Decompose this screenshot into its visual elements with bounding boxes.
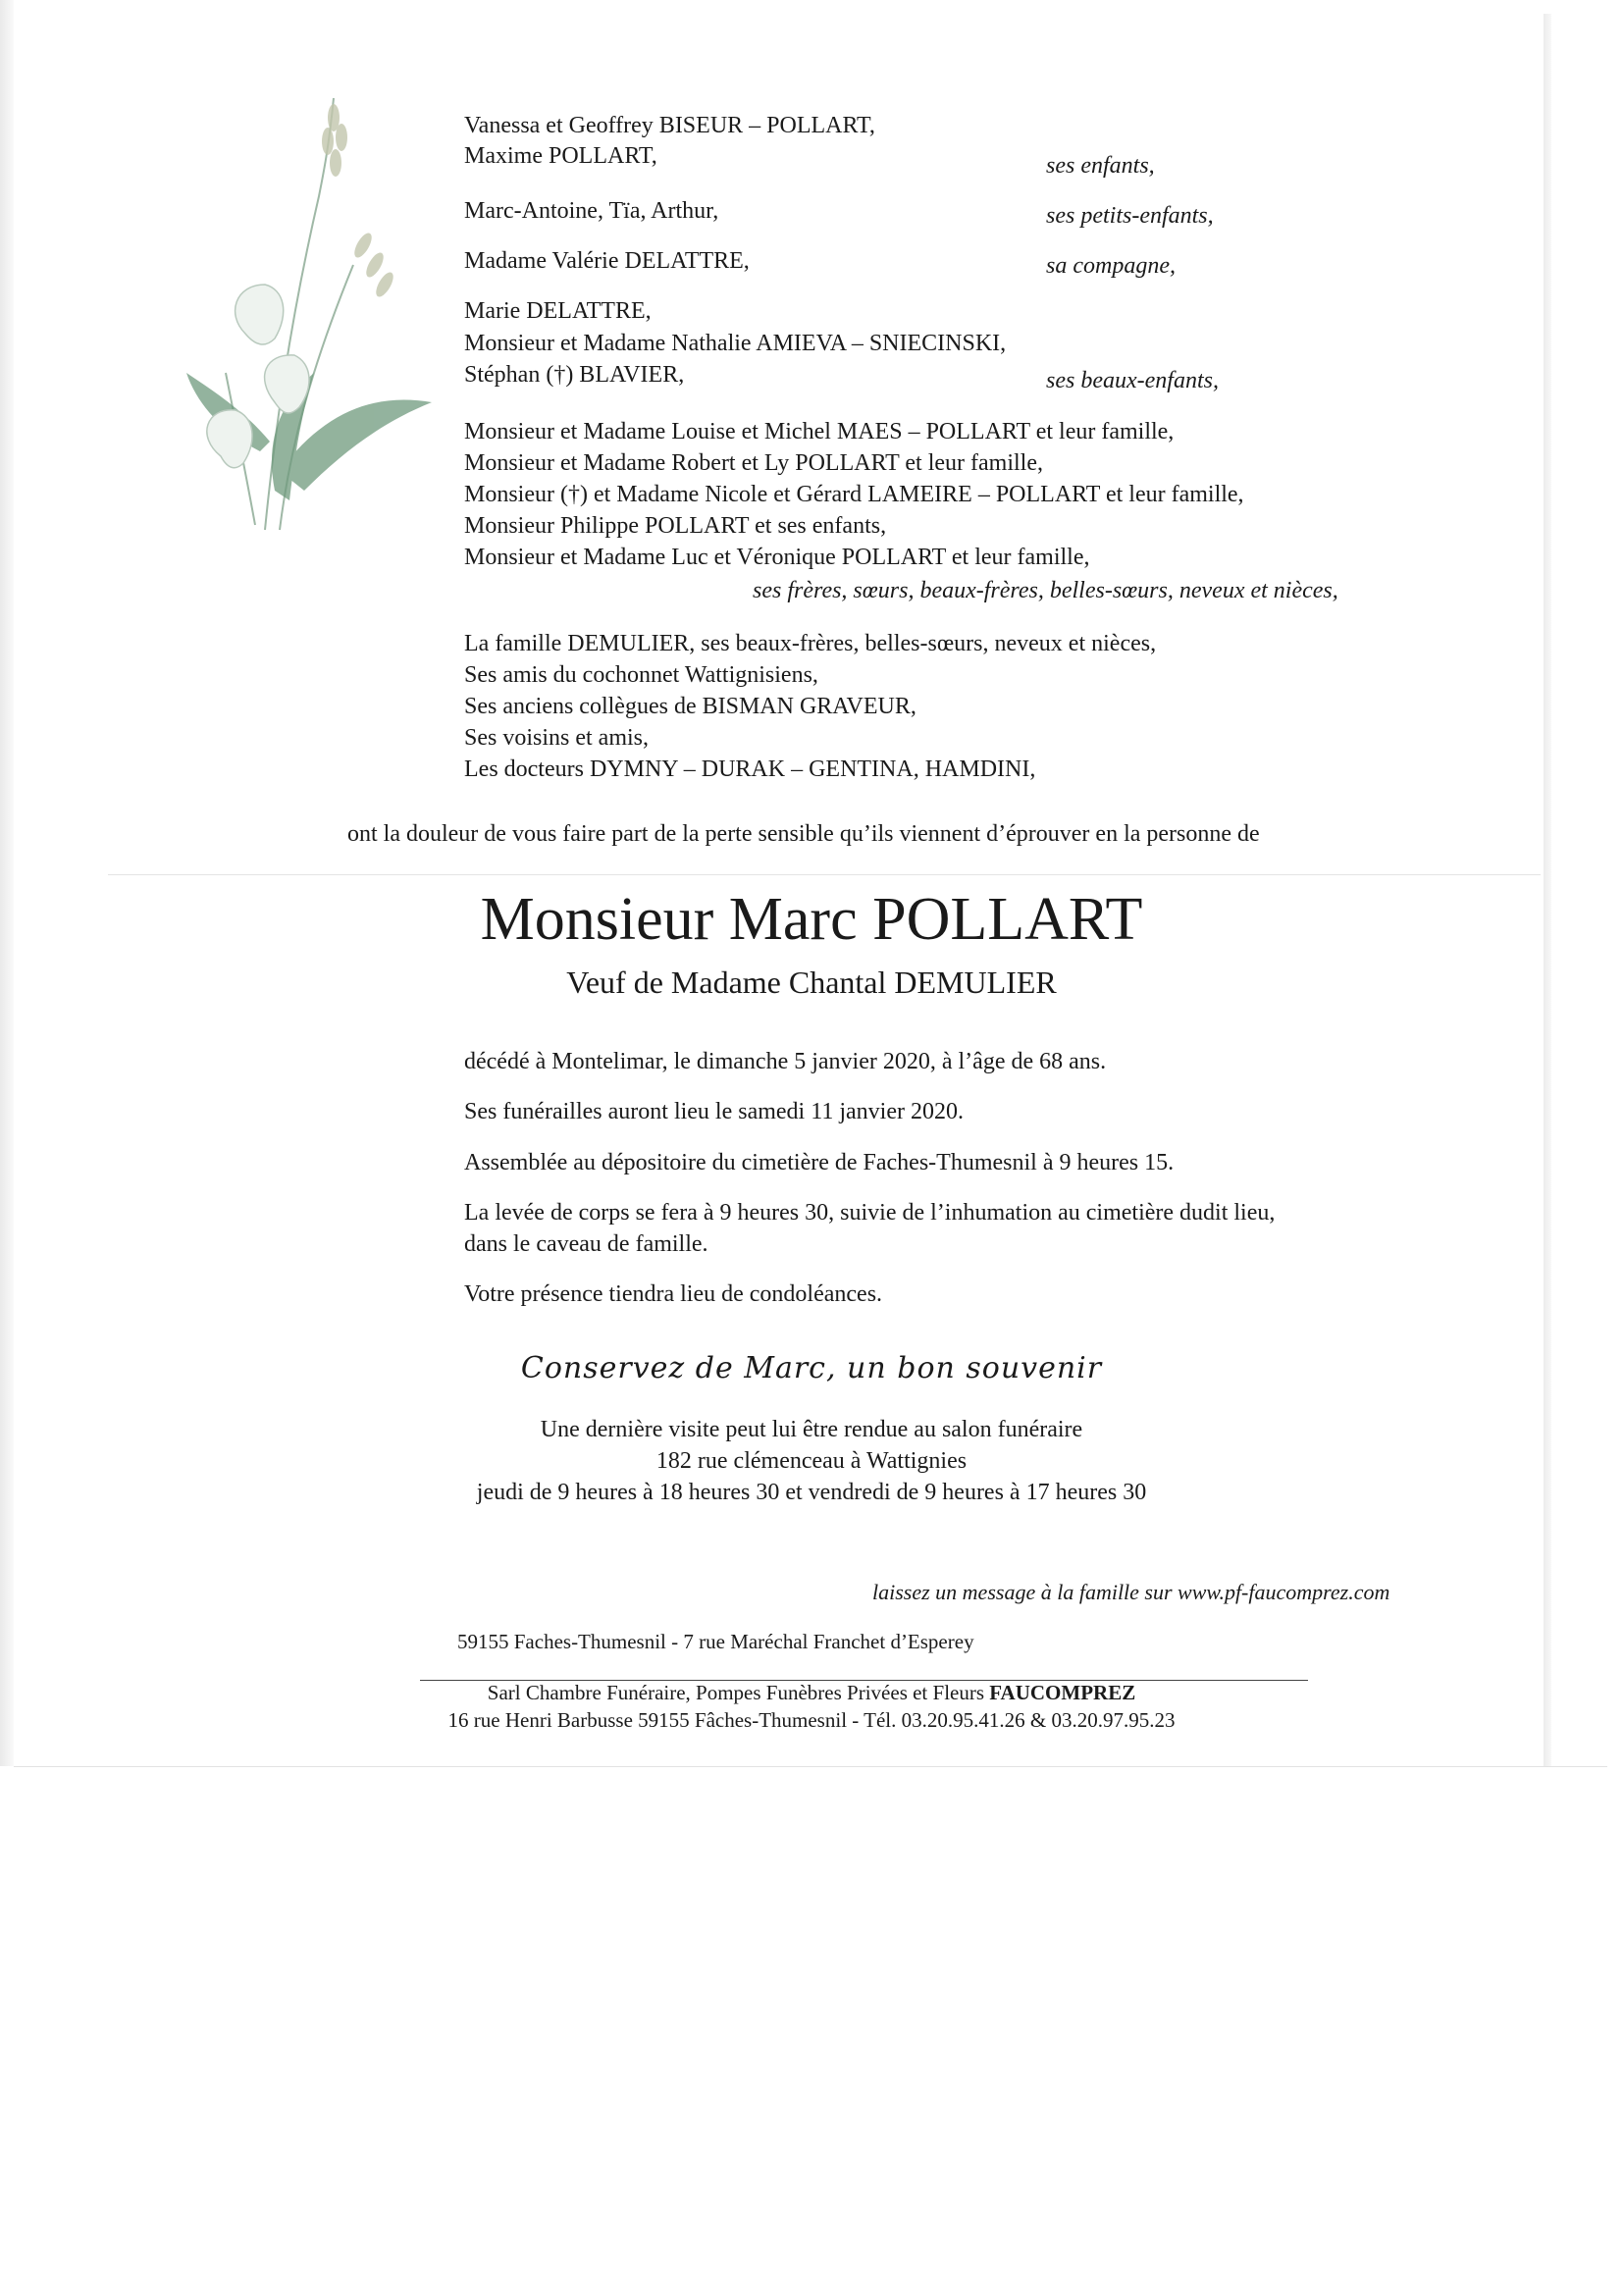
family-other-3: Ses anciens collègues de BISMAN GRAVEUR, [464,694,916,719]
visit-line-3: jeudi de 9 heures à 18 heures 30 et vendredi de 9 heures à 17 heures 30 [476,1480,1147,1505]
role-stepchildren: ses beaux-enfants, [1046,368,1219,393]
family-other-2: Ses amis du cochonnet Wattignisiens, [464,662,818,688]
motto: Conservez de Marc, un bon souvenir [520,1351,1103,1385]
footer-company-prefix: Sarl Chambre Funéraire, Pompes Funèbres Privées et Fleurs [487,1681,990,1704]
deceased-name: Monsieur Marc POLLART [480,886,1143,953]
family-children-line-2: Maxime POLLART, [464,143,657,169]
detail-condolences: Votre présence tiendra lieu de condoléances. [464,1281,883,1307]
visit-line-2: 182 rue clémenceau à Wattignies [655,1448,968,1474]
footer-contact: 16 rue Henri Barbusse 59155 Fâches-Thumesnil - Tél. 03.20.95.41.26 & 03.20.97.95.23 [447,1708,1176,1732]
family-sibling-3: Monsieur (†) et Madame Nicole et Gérard LAMEIRE – POLLART et leur famille, [464,482,1244,507]
family-stepchild-3: Stéphan (†) BLAVIER, [464,362,685,388]
detail-vault: dans le caveau de famille. [464,1231,708,1257]
detail-funeral: Ses funérailles auront lieu le samedi 11 janvier 2020. [464,1099,964,1124]
family-children-line-1: Vanessa et Geoffrey BISEUR – POLLART, [464,113,875,138]
family-other-1: La famille DEMULIER, ses beaux-frères, belles-sœurs, neveux et nièces, [464,631,1157,656]
family-sibling-4: Monsieur Philippe POLLART et ses enfants, [464,513,887,539]
role-children: ses enfants, [1046,153,1155,179]
fold-line [108,874,1541,875]
family-companion: Madame Valérie DELATTRE, [464,248,750,274]
role-companion: sa compagne, [1046,253,1176,279]
message-link-text: laissez un message à la famille sur www.pf-faucomprez.com [872,1580,1390,1604]
detail-death: décédé à Montelimar, le dimanche 5 janvier 2020, à l’âge de 68 ans. [464,1049,1107,1074]
address-line: 59155 Faches-Thumesnil - 7 rue Maréchal Franchet d’Esperey [457,1630,974,1653]
calla-lily-illustration [118,78,442,540]
detail-assembly: Assemblée au dépositoire du cimetière de Faches-Thumesnil à 9 heures 15. [464,1150,1175,1175]
deceased-subtitle: Veuf de Madame Chantal DEMULIER [566,965,1057,1000]
family-sibling-5: Monsieur et Madame Luc et Véronique POLLART et leur famille, [464,545,1090,570]
announcement-text: ont la douleur de vous faire part de la perte sensible qu’ils viennent d’éprouver en la personne de [347,821,1260,847]
visit-line-1: Une dernière visite peut lui être rendue au salon funéraire [540,1417,1083,1442]
family-stepchild-1: Marie DELATTRE, [464,298,652,324]
family-grandchildren: Marc-Antoine, Tïa, Arthur, [464,198,719,224]
family-other-5: Les docteurs DYMNY – DURAK – GENTINA, HAMDINI, [464,757,1036,782]
footer-company-brand: FAUCOMPREZ [989,1681,1136,1704]
detail-procession: La levée de corps se fera à 9 heures 30, suivie de l’inhumation au cimetière dudit lieu, [464,1200,1276,1226]
family-sibling-1: Monsieur et Madame Louise et Michel MAES – POLLART et leur famille, [464,419,1175,444]
role-grandchildren: ses petits-enfants, [1046,203,1214,229]
footer-company [0,1680,1623,1705]
role-siblings: ses frères, sœurs, beaux-frères, belles-sœurs, neveux et nièces, [753,578,1338,603]
family-stepchild-2: Monsieur et Madame Nathalie AMIEVA – SNIECINSKI, [464,331,1007,356]
family-sibling-2: Monsieur et Madame Robert et Ly POLLART et leur famille, [464,450,1043,476]
family-other-4: Ses voisins et amis, [464,725,650,751]
